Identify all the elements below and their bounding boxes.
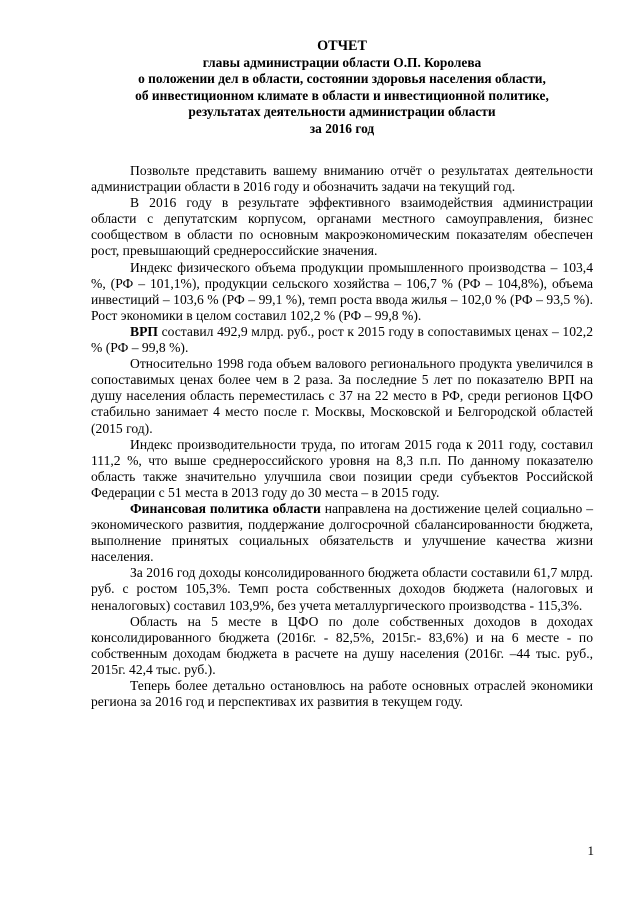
paragraph — [91, 260, 593, 324]
paragraph — [91, 565, 593, 613]
header-line: результатах деятельности администрации области — [188, 104, 496, 119]
paragraph — [91, 678, 593, 710]
paragraph — [91, 437, 593, 501]
paragraph-lead: Финансовая политика области — [130, 500, 321, 516]
paragraph-text: направлена на достижение целей социально – экономического развития, поддержание долгосрочной сбалансированности бюджета, выполнение принятых социальных обязательств и улучшение качества жизни населения. — [91, 500, 593, 565]
paragraph — [91, 195, 593, 259]
paragraph-text: Область на 5 месте в ЦФО по доле собственных доходов в доходах консолидированного бюджета (2016г. - 82,5%, 2015г.- 83,6%) и на 6 месте - по собственным доходам бюджета в расчете на душу населения (2016г. –44 тыс. руб., 2015г. 42,4 тыс. руб.). — [91, 613, 593, 677]
paragraph-lead: ВРП — [130, 323, 158, 339]
paragraph-text: составил 492,9 млрд. руб., рост к 2015 году в сопоставимых ценах – 102,2 % (РФ – 99,8 %). — [91, 323, 593, 356]
report-header — [91, 38, 593, 137]
paragraph — [91, 324, 593, 356]
report-body — [91, 163, 593, 710]
report-title: ОТЧЕТ — [317, 38, 367, 54]
paragraph — [91, 614, 593, 678]
paragraph-text: Теперь более детально остановлюсь на работе основных отраслей экономики региона за 2016 год и перспективах их развития в текущем году. — [91, 678, 593, 710]
header-line: о положении дел в области, состоянии здоровья населения области, — [138, 71, 546, 86]
paragraph — [91, 163, 593, 195]
header-line: об инвестиционном климате в области и инвестиционной политике, — [135, 87, 549, 103]
page-number: 1 — [587, 843, 594, 858]
paragraph — [91, 501, 593, 565]
paragraph-text: Индекс производительности труда, по итогам 2015 года к 2011 году, составил 111,2 %, что выше среднероссийского уровня на 8,3 п.п. По данному показателю область также значительно улучшила свои позиции среди субъектов Российской Федерации с 51 места в 2013 году до 30 места – в 2015 году. — [91, 436, 593, 500]
paragraph-text: В 2016 году в результате эффективного взаимодействия администрации области с депутатским корпусом, органами местного самоуправления, бизнес сообществом в области по основным макроэкономическим показателям обеспечен рост, превышающий среднероссийские значения. — [91, 195, 593, 259]
paragraph-text: Индекс физического объема продукции промышленного производства – 103,4 %, (РФ – 101,1%), продукции сельского хозяйства – 106,7 % (РФ – 104,8%), объема инвестиций – 103,6 % (РФ – 99,1 %), темп роста ввода жилья – 102,0 % (РФ – 93,5 %). Рост экономики в целом составил 102,2 % (РФ – 99,8 %). — [91, 259, 593, 323]
paragraph — [91, 356, 593, 436]
header-line: за 2016 год — [309, 120, 375, 136]
paragraph-text: За 2016 год доходы консолидированного бюджета области составили 61,7 млрд. руб. с ростом 105,3%. Темп роста собственных доходов бюджета (налоговых и неналоговых) составил 103,9%, без учета металлургического производства - 115,3%. — [91, 565, 593, 613]
paragraph-text: Позвольте представить вашему вниманию отчёт о результатах деятельности администрации области в 2016 году и обозначить задачи на текущий год. — [91, 163, 593, 195]
paragraph-text: Относительно 1998 года объем валового регионального продукта увеличился в сопоставимых ценах более чем в 2 раза. За последние 5 лет по показателю ВРП на душу населения область переместилась с 37 на 22 место в РФ, среди регионов ЦФО стабильно занимает 4 место после г. Москвы, Московской и Белгородской областей (2015 год). — [91, 356, 593, 436]
header-line: главы администрации области О.П. Королева — [202, 54, 482, 70]
